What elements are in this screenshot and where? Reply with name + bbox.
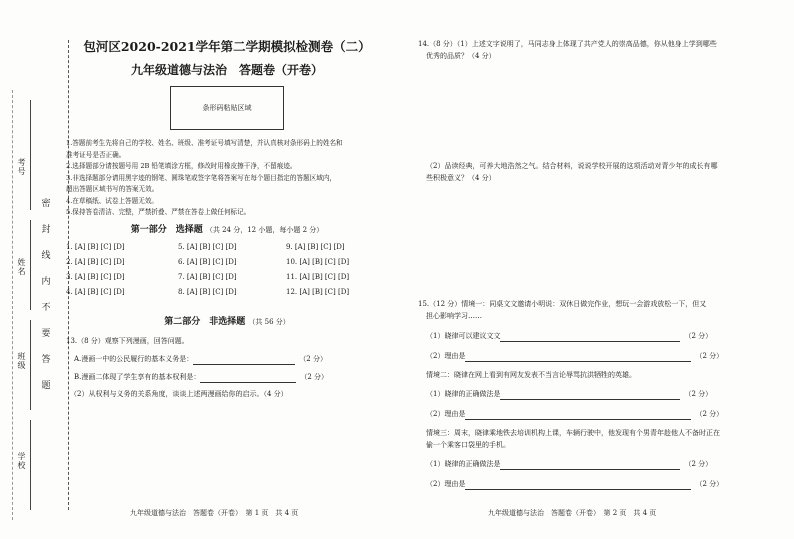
q15-s1-1-row [418,330,773,342]
name-label: 姓名 [17,258,26,276]
q15-scene3-cont: 偷一个乘客口袋里的手机。 [426,441,510,449]
q13-a-score: （2 分） [299,354,327,363]
name-field [30,220,31,310]
q13-b-prompt: B.漫画二体现了学生享有的基本权利是： [74,372,201,381]
school-field [30,420,31,510]
part-one-title: 第一部分 选择题 [130,224,203,235]
q15-scene2: 情境二：晓律在网上看到有网友发表不当言论辱骂抗洪牺牲的英雄。 [426,371,636,379]
part-one-detail: （共 24 分，12 小题，每小题 2 分） [205,225,324,234]
instruction-line: 超出答题区域书写的答案无效。 [66,185,159,193]
q15-s1-1-score: （2 分） [684,332,713,340]
q15-s3-1-score: （2 分） [684,460,713,468]
part-two-heading [62,316,392,329]
q14-1-prompt: 14.（8 分）（1）上述文字说明了，马同志身上体现了共产党人的崇高品德，你从他身上学到哪些 [418,40,717,48]
q15-s1-2-score: （2 分） [695,352,724,360]
q15-s2-2-prompt: （2）理由是 [426,410,466,418]
barcode-area: 条形码粘贴区域 [170,86,284,130]
exam-subtitle: 九年级道德与法治 答题卷（开卷） [130,63,323,77]
q13-b-answer-line[interactable] [200,374,296,383]
q15-s1-1-prompt: （1）晓律可以建议文文 [426,332,501,340]
class-label: 班级 [17,352,26,370]
q15-s2-1-prompt: （1）晓律的正确做法是 [426,390,501,398]
mc-answer-row[interactable]: 5. [A] [B] [C] [D] [178,242,237,251]
outer-dashed-line [12,90,13,520]
mc-answer-row[interactable]: 1. [A] [B] [C] [D] [66,242,125,251]
seal-char: 答 [41,355,51,365]
q15-intro: 15.（12 分）情境一：同桌文文邀请小明说：双休日做完作业，想玩一会游戏放松一下，但又 [418,300,707,308]
q13-b-score: （2 分） [300,372,329,381]
instruction-line: 准考证号是否正确。 [66,150,126,159]
mc-answer-row[interactable]: 9. [A] [B] [C] [D] [286,242,345,251]
q15-s3-2-row [418,478,773,490]
q15-s3-2-answer-line[interactable] [465,481,691,490]
q13-a-answer-line[interactable] [193,356,295,365]
q15-s2-1-score: （2 分） [684,390,713,398]
seal-char: 内 [41,277,51,287]
q15-s1-1-answer-line[interactable] [500,333,680,342]
q13-a-row [62,353,392,365]
school-label: 学校 [17,452,26,470]
q15-intro-cont: 担心影响学习…… [426,312,482,320]
mc-answer-row[interactable]: 2. [A] [B] [C] [D] [66,257,125,266]
q15-s2-1-row [418,388,773,400]
q15-s3-1-answer-line[interactable] [500,461,680,470]
q13-a-prompt: A.漫画一中的公民履行的基本义务是： [74,354,194,363]
instruction-line: 2.选择题部分请按题号用 2B 铅笔填涂方框，修改时用橡皮擦干净，不留痕迹。 [66,162,297,170]
seal-char: 题 [41,381,51,391]
exam-title: 包河区2020-2021学年第二学期模拟检测卷（二） [83,39,371,54]
q15-s1-2-answer-line[interactable] [465,353,691,362]
q13-stem: 13.（8 分）观察下列漫画，回答问题。 [66,336,189,345]
q15-s3-2-score: （2 分） [695,480,724,488]
instruction-line: 3.非选择题部分请用黑字迹的钢笔、圆珠笔或签字笔将答案写在每个题目指定的答题区域内， [66,173,337,182]
mc-answer-row[interactable]: 4. [A] [B] [C] [D] [66,287,125,296]
q14-1-prompt-cont: 优秀的品质？（4 分） [426,52,496,60]
q15-s2-2-score: （2 分） [695,410,724,418]
page-two-footer: 九年级道德与法治 答题卷（开卷） 第 2 页 共 4 页 [488,509,657,517]
q15-s3-1-row [418,458,773,470]
instruction-line: 1.答题前考生先将自己的学校、姓名、班级、准考证号填写清楚，并认真核对条形码上的姓名和 [66,139,343,147]
multiple-choice-grid [62,242,392,298]
page-one [62,38,392,400]
exam-number-field [30,100,31,210]
q15-scene3: 情境三：周末，晓律乘地铁去培训机构上课，车辆行驶中，他发现有个男青年趁他人不备时正在 [426,429,720,437]
mc-answer-row[interactable]: 12. [A] [B] [C] [D] [286,287,350,296]
mc-answer-row[interactable]: 8. [A] [B] [C] [D] [178,287,237,296]
instruction-line: 5.保持答卷清洁、完整，严禁折叠、严禁在答卷上做任何标记。 [66,208,251,216]
q14-2-prompt-cont: 些积极意义？（4 分） [426,174,496,182]
mc-answer-row[interactable]: 6. [A] [B] [C] [D] [178,257,237,266]
q15-s1-2-prompt: （2）理由是 [426,352,466,360]
q15-s3-1-prompt: （1）晓律的正确做法是 [426,460,501,468]
seal-char: 要 [41,329,51,339]
q13-b-row [62,371,392,383]
seal-char: 线 [41,251,51,261]
seal-char: 不 [41,303,51,313]
seal-char: 封 [41,225,51,235]
mc-answer-row[interactable]: 11. [A] [B] [C] [D] [286,272,350,281]
q15-s2-2-row [418,408,773,420]
mc-answer-row[interactable]: 10. [A] [B] [C] [D] [286,257,350,266]
q14-2-prompt: （2）品读经典，可养大地浩然之气。结合材料，说说学校开展的这项活动对青少年的成长有哪 [426,162,718,170]
part-two-title: 第二部分 非选择题 [164,316,246,327]
q15-s2-2-answer-line[interactable] [465,411,691,420]
page-one-footer: 九年级道德与法治 答题卷（开卷） 第 1 页 共 4 页 [130,509,299,517]
seal-char: 密 [41,199,51,209]
instruction-line: 4.在草稿纸、试卷上答题无效。 [66,196,159,205]
part-two-detail: （共 56 分） [248,317,290,326]
q15-s1-2-row [418,350,773,362]
q15-s2-1-answer-line[interactable] [500,391,680,400]
part-one-heading [62,224,392,237]
q15-s3-2-prompt: （2）理由是 [426,480,466,488]
mc-answer-row[interactable]: 3. [A] [B] [C] [D] [66,272,125,281]
page-two [418,38,773,490]
mc-answer-row[interactable]: 7. [A] [B] [C] [D] [178,272,237,281]
q13-c-prompt: （2）从权利与义务的关系角度，谈谈上述两漫画给你的启示。（4 分） [70,389,288,398]
class-field [30,320,31,410]
instructions [62,138,392,219]
exam-number-label: 考号 [17,158,26,176]
